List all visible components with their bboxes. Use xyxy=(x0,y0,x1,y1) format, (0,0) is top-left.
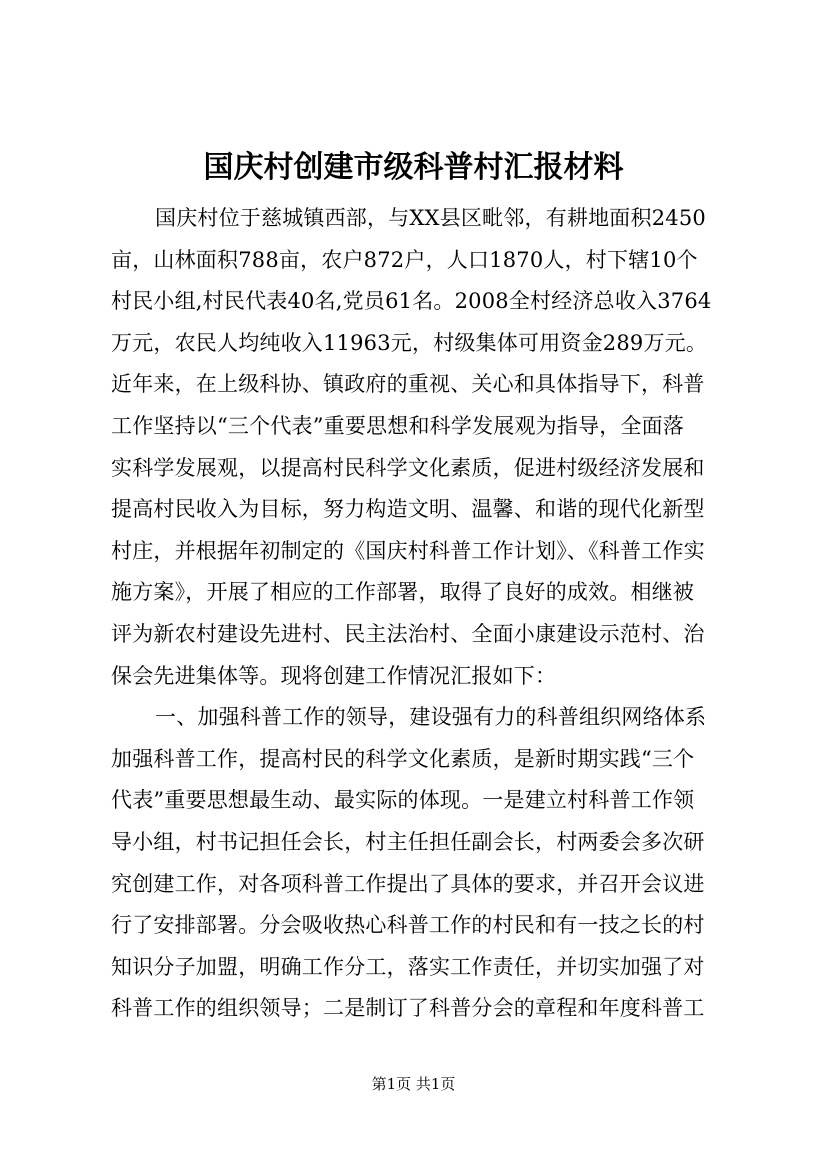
paragraph-line: 科普工作的组织领导；二是制订了科普分会的章程和年度科普工 xyxy=(111,996,705,1021)
paragraph-line: 究创建工作，对各项科普工作提出了具体的要求，并召开会议进 xyxy=(111,871,705,896)
paragraph-line: 代表”重要思想最生动、最实际的体现。一是建立村科普工作领 xyxy=(111,788,695,813)
paragraph-line: 村民小组,村民代表40名,党员61名。2008全村经济总收入3764 xyxy=(111,289,712,314)
paragraph-line: 加强科普工作，提高村民的科学文化素质，是新时期实践“三个 xyxy=(111,746,695,771)
document-body xyxy=(111,198,731,1030)
paragraph-line: 施方案》，开展了相应的工作部署，取得了良好的成效。相继被 xyxy=(111,580,695,605)
paragraph-line: 万元，农民人均纯收入11963元，村级集体可用资金289万元。 xyxy=(111,330,708,355)
paragraph-line: 行了安排部署。分会吸收热心科普工作的村民和有一技之长的村 xyxy=(111,913,705,938)
paragraph-line: 保会先进集体等。现将创建工作情况汇报如下： xyxy=(111,663,557,688)
paragraph-line: 亩，山林面积788亩，农户872户，人口1870人，村下辖10个 xyxy=(111,247,698,272)
paragraph-line: 知识分子加盟，明确工作分工，落实工作责任，并切实加强了对 xyxy=(111,954,705,979)
paragraph-line: 近年来，在上级科协、镇政府的重视、关心和具体指导下，科普 xyxy=(111,372,705,397)
paragraph-line: 评为新农村建设先进村、民主法治村、全面小康建设示范村、治 xyxy=(111,621,705,646)
paragraph-line: 提高村民收入为目标，努力构造文明、温馨、和谐的现代化新型 xyxy=(111,497,705,522)
section-heading: 一、加强科普工作的领导，建设强有力的科普组织网络体系 xyxy=(155,705,707,730)
paragraph-line: 导小组，村书记担任会长，村主任担任副会长，村两委会多次研 xyxy=(111,829,705,854)
paragraph-line: 实科学发展观，以提高村民科学文化素质，促进村级经济发展和 xyxy=(111,455,705,480)
page-footer: 第1页 共1页 xyxy=(371,1075,456,1093)
paragraph-line: 村庄，并根据年初制定的《国庆村科普工作计划》、《科普工作实 xyxy=(111,538,705,563)
paragraph-line: 工作坚持以“三个代表”重要思想和科学发展观为指导，全面落 xyxy=(111,413,685,438)
document-title: 国庆村创建市级科普村汇报材料 xyxy=(203,150,624,185)
paragraph-line: 国庆村位于慈城镇西部，与XX县区毗邻，有耕地面积2450 xyxy=(155,206,706,230)
